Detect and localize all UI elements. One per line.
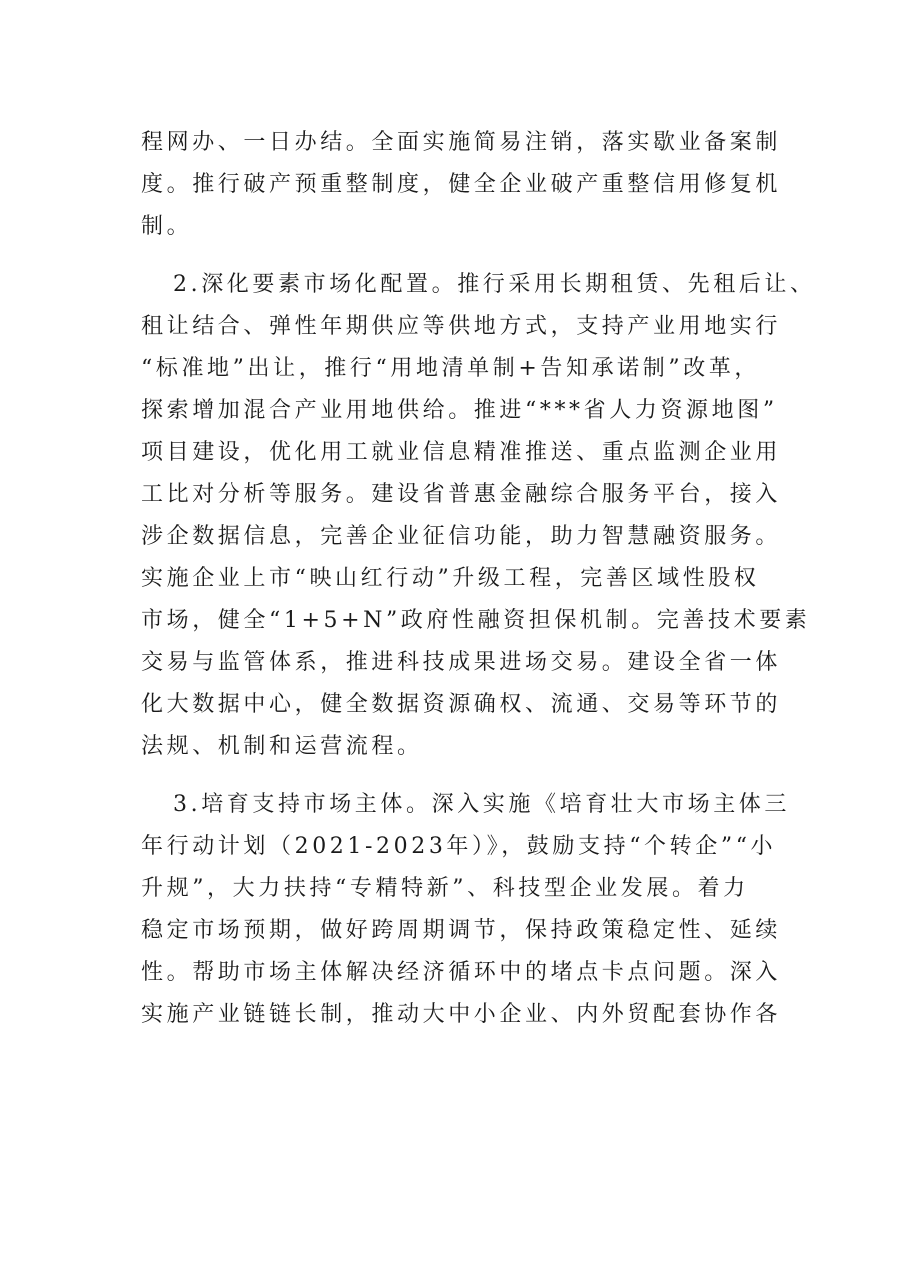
text-line: 实施产业链链长制，推动大中小企业、内外贸配套协作各 [141, 1002, 782, 1027]
text-line: 3.培育支持市场主体。深入实施《培育壮大市场主体三 [173, 792, 790, 817]
text-line: 租让结合、弹性年期供应等供地方式，支持产业用地实行 [141, 314, 782, 339]
paragraph-3 [141, 784, 790, 1036]
text-line: 项目建设，优化用工就业信息精准推送、重点监测企业用 [141, 440, 782, 465]
text-line: 2.深化要素市场化配置。推行采用长期租赁、先租后让、 [173, 272, 816, 297]
text-line: 涉企数据信息，完善企业征信功能，助力智慧融资服务。 [141, 524, 782, 549]
paragraph-2 [141, 264, 816, 768]
text-line: 实施企业上市“映山红行动”升级工程，完善区域性股权 [141, 566, 760, 591]
text-line: 升规”，大力扶持“专精特新”、科技型企业发展。着力 [141, 876, 749, 901]
text-line: 度。推行破产预重整制度，健全企业破产重整信用修复机 [141, 172, 782, 197]
document-body [141, 122, 816, 1052]
text-line: “标准地”出让，推行“用地清单制+告知承诺制”改革， [141, 356, 761, 381]
text-line: 年行动计划（2021-2023年）》，鼓励支持“个转企”“小 [141, 834, 777, 859]
paragraph-1 [141, 122, 781, 248]
text-line: 市场，健全“1+5+N”政府性融资担保机制。完善技术要素 [141, 608, 811, 633]
text-line: 探索增加混合产业用地供给。推进“***省人力资源地图” [141, 398, 778, 423]
text-line: 工比对分析等服务。建设省普惠金融综合服务平台，接入 [141, 482, 782, 507]
text-line: 化大数据中心，健全数据资源确权、流通、交易等环节的 [141, 692, 782, 717]
text-line: 法规、机制和运营流程。 [141, 734, 423, 759]
text-line: 交易与监管体系，推进科技成果进场交易。建设全省一体 [141, 650, 782, 675]
text-line: 制。 [141, 214, 193, 239]
text-line: 稳定市场预期，做好跨周期调节，保持政策稳定性、延续 [141, 918, 782, 943]
text-line: 性。帮助市场主体解决经济循环中的堵点卡点问题。深入 [141, 960, 782, 985]
text-line: 程网办、一日办结。全面实施简易注销，落实歇业备案制 [141, 130, 782, 155]
